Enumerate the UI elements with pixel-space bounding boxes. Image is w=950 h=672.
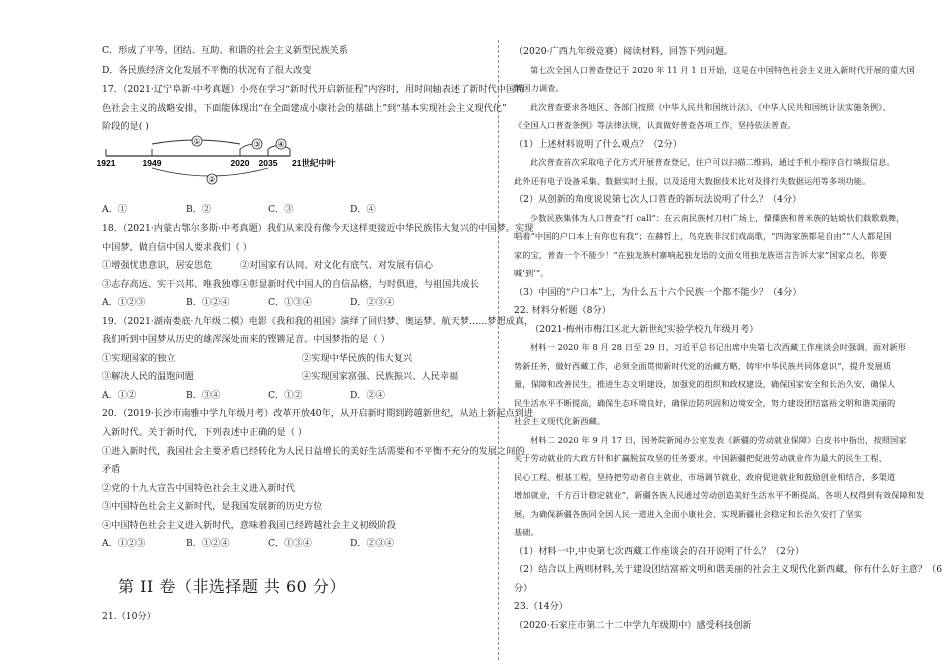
q18-option-d: D．②③④ (350, 297, 395, 308)
q20-option-a: A．①②③ (102, 538, 146, 549)
q19-stem-line2: 我们听到中国梦从历史的雄浑深处而来的铿锵足音。中国梦指的是（ ） (102, 334, 390, 345)
q18-item-3: ③志存高远、实干兴邦、唯我独尊 (102, 279, 240, 290)
r-material-2a: 此次普查首次采取电子化方式开展普查登记，住户可以扫描二维码，通过手机小程序自行填报信息。 (530, 157, 895, 167)
r-material-3c: 家的宝，普查一个不能少！”在独龙族村寨响起独龙语的文面女用独龙族语言告诉大家“国家点名，你要 (514, 250, 888, 260)
r-material-1b: 情国力调查。 (514, 83, 564, 93)
q20-item-4: ④中国特色社会主义进入新时代，意味着我国已经跨越社会主义初级阶段 (102, 520, 396, 531)
q23-source: （2020·石家庄市第二十二中学九年级期中）感受科技创新 (514, 620, 752, 631)
r-material-2b: 此外还有电子设备采集、数据实时上报，以及适用大数据技术比对及排行失数据运用等多项功能。 (514, 176, 871, 186)
q22-source: （2021·梅州市梅江区北大新世纪实验学校九年级月考） (530, 324, 759, 335)
r-question-3: （3）中国的“户口本”上，为什么五十六个民族一个都不能少？（4分） (514, 287, 802, 298)
q18-item-1: ①增强忧患意识，居安思危 (102, 260, 213, 271)
marker-1: ① (193, 137, 201, 146)
section-2-heading: 第 II 卷（非选择题 共 60 分） (118, 577, 346, 596)
year-1949: 1949 (142, 158, 162, 168)
q17-option-a: A．① (102, 204, 128, 215)
q17-option-b: B．② (186, 204, 212, 215)
r-material-3d: 喊‘到’”。 (514, 268, 549, 278)
q22-question-1: （1）材料一中,中央第七次西藏工作座谈会的召开说明了什么？（2分） (514, 546, 805, 557)
q20-item-3: ③中国特色社会主义新时代，是我国发展新的历史方位 (102, 501, 323, 512)
marker-2: ② (208, 175, 216, 184)
q18-item-4: ④彰显新时代中国人的自信品格，与时俱进，与祖国共成长 (240, 279, 479, 290)
r-material-1a: 第七次全国人口普查登记于 2020 年 11 月 1 日开始，这是在中国特色社会主义进入新时代开展的重大国 (530, 65, 915, 75)
r-question-2: （2）从创新的角度说说第七次人口普查的新玩法说明了什么？（4分） (514, 194, 802, 205)
q23-heading: 23.（14分） (514, 601, 568, 612)
q18-stem-line2: 中国梦，做自信中国人要求我们（ ） (102, 242, 252, 253)
q22-material-2a: 材料二 2020 年 9 月 17 日，国务院新闻办公室发表《新疆的劳动就业保障》白皮书中指出，按照国家 (530, 435, 907, 445)
q20-option-c: C．①③④ (268, 538, 312, 549)
q20-stem-line2: 入新时代。关于新时代，下列表述中正确的是（ ） (102, 427, 308, 438)
q22-material-1b: 势新任务，做好西藏工作，必须全面贯彻新时代党的治藏方略，铸牢中华民族共同体意识”，提升发展质 (514, 361, 892, 371)
q19-item-1: ①实现国家的独立 (102, 353, 176, 364)
q19-item-2: ②实现中华民族的伟大复兴 (302, 353, 413, 364)
q18-stem-line1: 18．（2021·内蒙古鄂尔多斯·中考真题）我们从来没有像今天这样更接近中华民族伟大复兴的中国梦。实现 (102, 223, 534, 234)
q22-material-1c: 量，保障和改善民生，推进生态文明建设，加强党的组织和政权建设，确保国家安全和长治久安，确保人 (514, 379, 896, 389)
year-2020: 2020 (230, 158, 250, 168)
q20-option-d: D．②③④ (350, 538, 395, 549)
q19-option-b: B．③④ (186, 390, 221, 401)
q22-material-1a: 材料一 2020 年 8 月 28 日至 29 日，习近平总书记出席中央第七次西藏工作座谈会时强调，面对新形 (530, 342, 907, 352)
q18-item-2: ②对国家有认同、对文化有底气、对发展有信心 (240, 260, 433, 271)
q22-question-2-cont: 分） (514, 583, 533, 594)
q20-item-1-cont: 矛盾 (102, 464, 121, 475)
r-material-1c: 此次普查要求各地区、各部门按照《中华人民共和国统计法》、《中华人民共和国统计法实施条例》、 (530, 102, 891, 112)
q17-option-c: C．③ (268, 204, 294, 215)
right-column (500, 0, 950, 672)
q22-heading: 22. 材料分析题（8分） (514, 305, 611, 316)
marker-3: ③ (253, 140, 261, 149)
r-source: （2020·广西九年级竞赛）阅读材料，回答下列问题。 (514, 46, 734, 57)
q17-stem-line2: 色社会主义的战略安排，下面能体现出“在全面建成小康社会的基础上”到“基本实现社会主义现代化” (102, 103, 507, 114)
q18-option-b: B．①②④ (186, 297, 230, 308)
q19-option-d: D．②④ (350, 390, 385, 401)
year-end: 21世纪中叶 (292, 158, 336, 168)
q19-stem-line1: 19．（2021·湖南娄底·九年级二模）电影《我和我的祖国》演绎了回归梦、奥运梦、航天梦……梦想成真， (102, 316, 534, 327)
r-material-3a: 少数民族集体为人口普查“打 call”：在云南民族村刀村广场上，傈僳族和普米族的姑娘伙们载歌载舞， (530, 213, 905, 223)
q22-material-2c: 民心工程、根基工程，坚持把劳动者自主就业、市场调节就业、政府促进就业和鼓励创业相结合，多渠道 (514, 472, 896, 482)
q18-option-c: C．①③④ (268, 297, 312, 308)
year-2035: 2035 (258, 158, 278, 168)
q22-material-1d: 民生活水平不断提高，确保生态环境良好，确保边防巩固和边境安全，努力建设团结富裕文明和谐美丽的 (514, 398, 896, 408)
r-material-1d: 《全国人口普查条例》等法律法规，认真做好普查各项工作，坚持依法普查。 (514, 120, 796, 130)
timeline-diagram (96, 134, 360, 190)
r-question-1: （1）上述材料说明了什么观点？（2分） (514, 139, 682, 150)
marker-4: ④ (277, 140, 285, 149)
q19-item-4: ④实现国家富强、民族振兴、人民幸福 (302, 371, 459, 382)
q20-option-b: B．①②④ (186, 538, 230, 549)
q21-label: 21.（10分） (102, 611, 156, 622)
q16-option-c: C．形成了平等、团结、互助、和谐的社会主义新型民族关系 (102, 45, 348, 56)
q17-stem-line1: 17．（2021·辽宁阜新·中考真题）小亮在学习“新时代开启新征程”内容时，用时间轴表述了新时代中国特 (102, 84, 525, 95)
r-material-3b: 唱着“中国的户口本上有你也有我”；在赫哲上，鸟克族非汉们戏高歌，“四海家族都是自由”“人人都是国 (514, 231, 892, 241)
q16-option-d: D．各民族经济文化发展不平衡的状况有了很大改变 (102, 65, 312, 76)
q22-material-2e: 展，为确保新疆各族同全国人民一道进入全面小康社会、实现新疆社会稳定和长治久安打了坚实 (514, 509, 863, 519)
q22-material-2b: 关于劳动就业的大政方针和扩赢脱贫攻坚的任务要求，中国新疆把促进劳动就业作为最大的民生工程、 (514, 453, 887, 463)
column-divider (498, 40, 499, 660)
q22-material-2f: 基础。 (514, 527, 539, 537)
q22-material-2d: 增加就业，千方百计稳定就业”，新疆各族人民通过劳动创造美好生活水平不断提高，各项人权得到有效保障和发 (514, 490, 925, 500)
q17-option-d: D．④ (350, 204, 376, 215)
q20-stem-line1: 20．（2019·长沙市南雅中学九年级月考）改革开放40年，从开启新时期到跨越新世纪，从站上新起点到进 (102, 408, 533, 419)
q18-option-a: A．①②③ (102, 297, 146, 308)
q22-material-1e: 社会主义现代化新西藏。 (514, 416, 606, 426)
q19-item-3: ③解决人民的温饱问题 (102, 371, 194, 382)
year-1921: 1921 (96, 158, 116, 168)
q20-item-2: ②党的十九大宣告中国特色社会主义进入新时代 (102, 483, 295, 494)
q20-item-1: ①进入新时代，我国社会主要矛盾已经转化为人民日益增长的美好生活需要和不平衡不充分的发展之间的 (102, 446, 525, 457)
q19-option-a: A．①② (102, 390, 137, 401)
q19-option-c: C．①② (268, 390, 303, 401)
q22-question-2: （2）结合以上两则材料,关于建设团结富裕文明和谐美丽的社会主义现代化新西藏，你有什么好主意？（6 (514, 564, 943, 575)
q17-stem-line3: 阶段的是( ) (102, 121, 149, 132)
